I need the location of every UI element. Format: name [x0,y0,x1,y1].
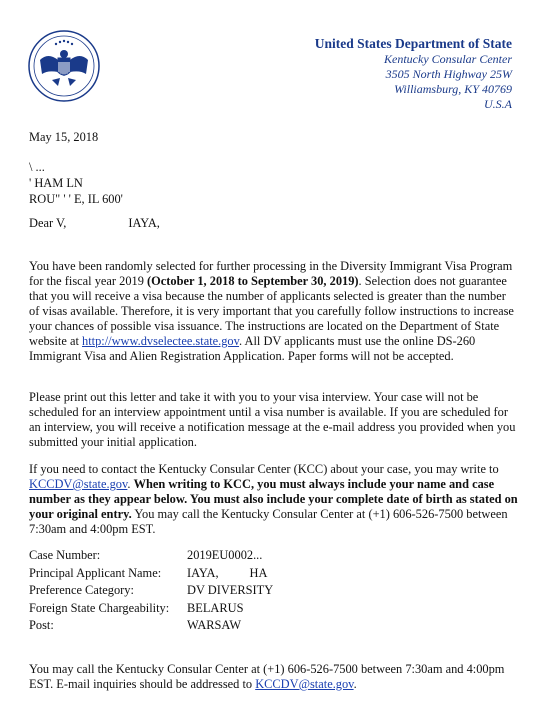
p1-text-2: . Selection does not guarantee that you will receive a visa because the number of applicants selected is greater than the number of visas available. Therefore, it is very important that you carefully follow instructions to increase your chances of possible visa issuance. The instructions are located on the Department of State website at [29,274,514,348]
department-of-state-seal [28,30,100,102]
paragraph-selection-notice [29,259,519,364]
letterhead-city: Williamsburg, KY 40769 [394,82,512,96]
recipient-line-2: ' HAM LN [29,176,83,190]
letterhead-country: U.S.A [484,97,512,111]
case-number-label: Case Number: [29,548,101,562]
paragraph-closing [29,662,519,692]
p1-text-3: . All DV applicants must use the online DS-260 Immigrant Visa and Alien Registration Application. Paper forms will not be accepted. [29,334,476,363]
paragraph-contact-kcc [29,462,519,537]
paragraph-interview-instructions: Please print out this letter and take it with you to your visa interview. Your case will not be scheduled for an interview appointment until a visa number is available. If you are scheduled for an interview, you will receive a notification message at the e-mail address you provided when you submitted your initial application. [29,390,516,449]
case-number-value: 2019EU0002... [187,548,263,562]
letterhead-street: 3505 North Highway 25W [385,67,512,81]
p3-text-3: You may call the Kentucky Consular Center at (+1) 606-526-7500 between 7:30am and 4:00pm EST. [29,507,508,536]
case-row [29,547,387,565]
applicant-name-value: IAYA, HA [187,565,268,580]
preference-category-label: Preference Category: [29,583,134,597]
recipient-line-3: ROU" ' ' E, IL 600' [29,192,123,206]
dvselectee-link[interactable]: http://www.dvselectee.state.gov [82,334,240,348]
recipient-address [29,160,519,208]
post-label: Post: [29,618,54,632]
p1-text-1: You have been randomly selected for further processing in the Diversity Immigrant Visa Program for the fiscal year 2019 [29,259,513,288]
p3-important-instructions: When writing to KCC, you must always include your name and case number as they appear below. You must also include your complete date of birth as stated on your original entry. [29,477,518,521]
applicant-name-label: Principal Applicant Name: [29,565,162,580]
case-row [29,617,387,635]
case-row [29,582,387,600]
closing-text-2: . [353,677,357,691]
chargeability-label: Foreign State Chargeability: [29,600,170,615]
salutation: Dear V, IAYA, [29,216,160,230]
letterhead-center: Kentucky Consular Center [384,52,512,66]
p3-text-1: If you need to contact the Kentucky Consular Center (KCC) about your case, you may write to [29,462,499,476]
letterhead [315,36,512,112]
kcc-email-link-closing[interactable]: KCCDV@state.gov [255,677,354,691]
letter-date: May 15, 2018 [29,130,99,144]
recipient-line-1: \ ... [29,160,45,174]
preference-category-value: DV DIVERSITY [187,583,274,597]
chargeability-value: BELARUS [187,600,244,615]
letterhead-organization: United States Department of State [314,36,512,51]
case-row [29,565,387,583]
post-value: WARSAW [187,618,242,632]
p3-text-2: . [127,477,134,491]
closing-text-1: You may call the Kentucky Consular Center at (+1) 606-526-7500 between 7:30am and 4:00pm EST. E-mail inquiries should be addressed to [29,662,505,691]
p1-fiscal-dates: (October 1, 2018 to September 30, 2019) [147,274,359,288]
case-details-table [29,547,387,635]
case-row [29,600,387,618]
kcc-email-link[interactable]: KCCDV@state.gov [29,477,128,491]
